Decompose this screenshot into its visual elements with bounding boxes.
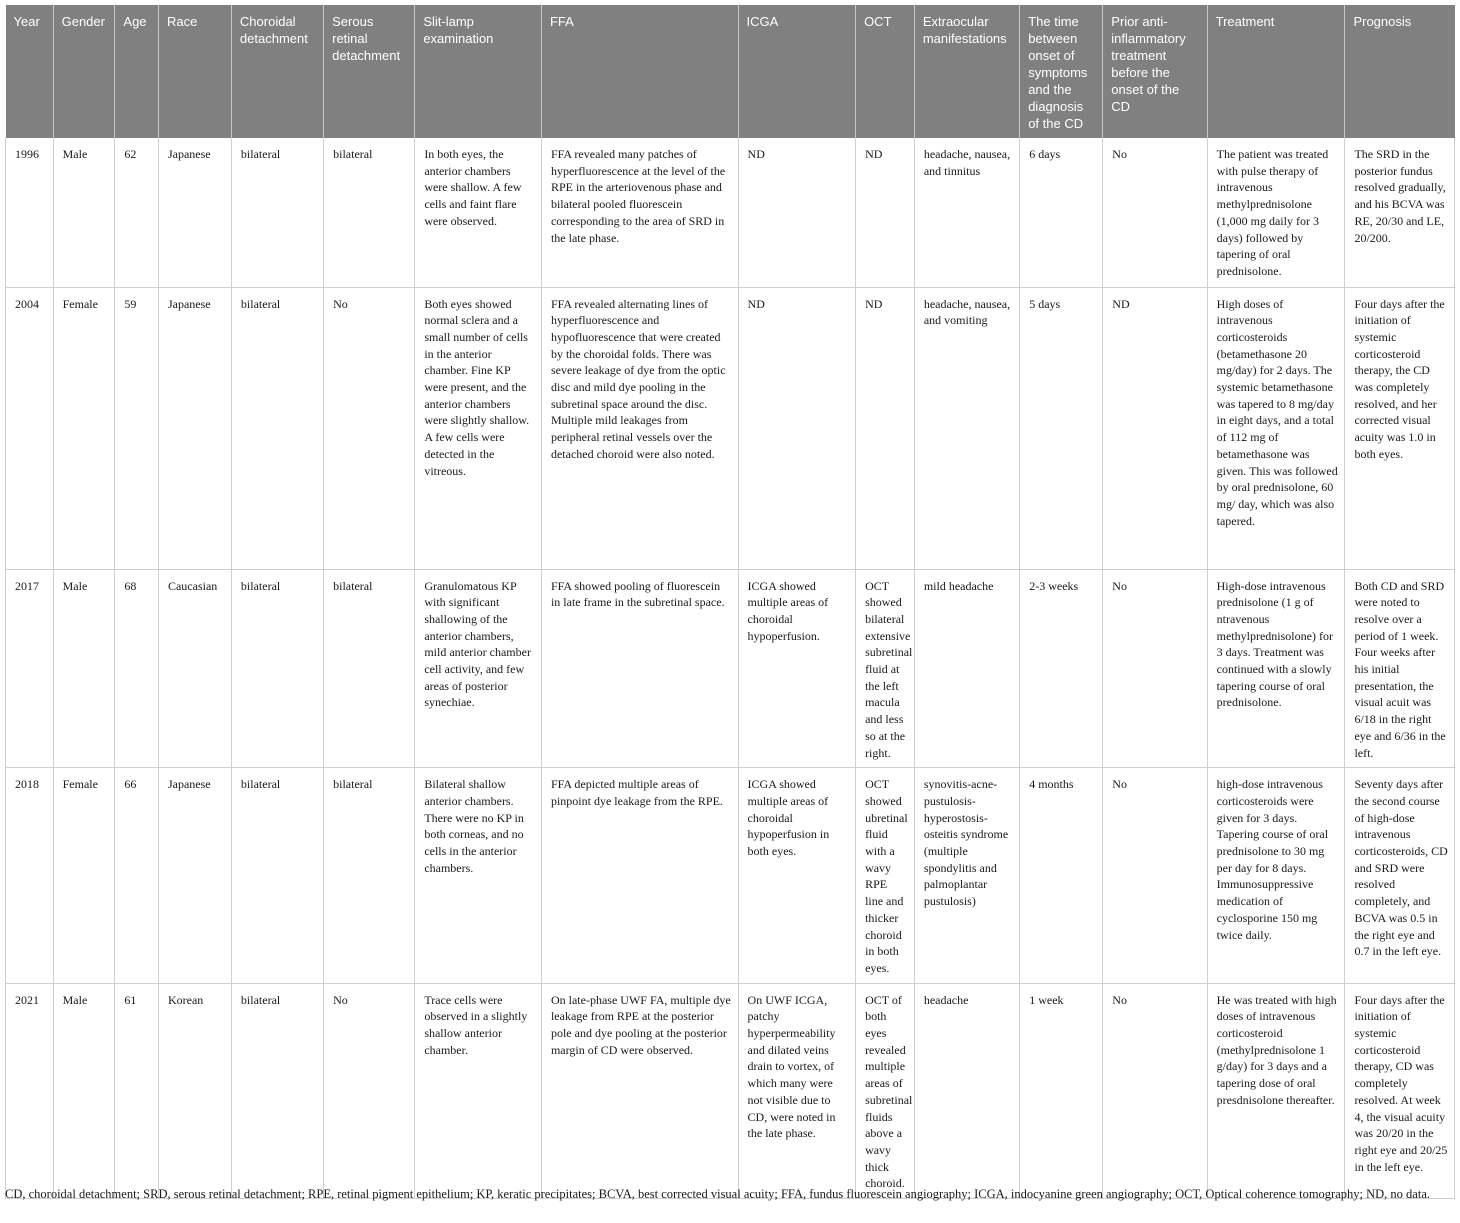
cell-prior-treatment: No [1103, 768, 1207, 983]
cell-age: 61 [115, 983, 159, 1198]
cell-year: 2017 [6, 569, 54, 768]
cell-prior-treatment: No [1103, 983, 1207, 1198]
cell-oct: ND [856, 287, 915, 569]
header-row [6, 5, 1455, 138]
column-header-prognosis: Prognosis [1345, 5, 1455, 138]
column-header-age: Age [115, 5, 159, 138]
cell-treatment: The patient was treated with pulse therapy of intravenous methylprednisolone (1,000 mg daily for 3 days) followed by tapering of oral prednisolone. [1207, 138, 1345, 287]
column-header-year: Year [6, 5, 54, 138]
column-header-gender: Gender [53, 5, 115, 138]
column-header-oct: OCT [856, 5, 915, 138]
table-container [5, 5, 1455, 1199]
column-header-extraocular: Extraocular manifestations [914, 5, 1019, 138]
cell-age: 68 [115, 569, 159, 768]
cell-icga: ICGA showed multiple areas of choroidal hypoperfusion in both eyes. [738, 768, 856, 983]
table-row [6, 768, 1455, 983]
cell-oct: OCT of both eyes revealed multiple areas of subretinal fluids above a wavy thick choroid. [856, 983, 915, 1198]
cell-extraocular: synovitis-acne-pustulosis-hyperostosis-osteitis syndrome (multiple spondylitis and palmoplantar pustulosis) [914, 768, 1019, 983]
table-row [6, 138, 1455, 287]
cell-extraocular: mild headache [914, 569, 1019, 768]
column-header-prior-treatment: Prior anti-inflammatory treatment before the onset of the CD [1103, 5, 1207, 138]
column-header-ffa: FFA [541, 5, 738, 138]
cell-prior-treatment: No [1103, 569, 1207, 768]
cell-ffa: FFA depicted multiple areas of pinpoint dye leakage from the RPE. [541, 768, 738, 983]
table-footnote: CD, choroidal detachment; SRD, serous retinal detachment; RPE, retinal pigment epithelium; KP, keratic precipitates; BCVA, best corrected visual acuity; FFA, fundus fluorescein angiography; ICGA, indocyanine green angiography; OCT, Optical coherence tomography; ND, no data. [5, 1187, 1430, 1201]
case-table [5, 5, 1455, 1199]
cell-gender: Male [53, 569, 115, 768]
cell-treatment: high-dose intravenous corticosteroids were given for 3 days. Tapering course of oral prednisolone to 30 mg per day for 8 days. Immunosuppressive medication of cyclosporine 150 mg twice daily. [1207, 768, 1345, 983]
cell-choroidal-detachment: bilateral [231, 138, 323, 287]
cell-serous-retinal-detachment: No [324, 287, 415, 569]
cell-time-to-diagnosis: 6 days [1020, 138, 1103, 287]
table-row [6, 287, 1455, 569]
cell-treatment: He was treated with high doses of intravenous corticosteroid (methylprednisolone 1 g/day) for 3 days and a tapering dose of oral presdnisolone thereafter. [1207, 983, 1345, 1198]
cell-year: 1996 [6, 138, 54, 287]
cell-serous-retinal-detachment: bilateral [324, 138, 415, 287]
cell-serous-retinal-detachment: bilateral [324, 768, 415, 983]
cell-time-to-diagnosis: 1 week [1020, 983, 1103, 1198]
column-header-time-to-diagnosis: The time between onset of symptoms and the diagnosis of the CD [1020, 5, 1103, 138]
cell-race: Japanese [158, 287, 231, 569]
cell-time-to-diagnosis: 2-3 weeks [1020, 569, 1103, 768]
cell-gender: Male [53, 138, 115, 287]
table-row [6, 983, 1455, 1198]
cell-oct: OCT showed bilateral extensive subretinal fluid at the left macula and less so at the right. [856, 569, 915, 768]
cell-icga: On UWF ICGA, patchy hyperpermeability and dilated veins drain to vortex, of which many were not visible due to CD, were noted in the late phase. [738, 983, 856, 1198]
cell-icga: ND [738, 138, 856, 287]
cell-year: 2018 [6, 768, 54, 983]
cell-year: 2004 [6, 287, 54, 569]
cell-icga: ICGA showed multiple areas of choroidal hypoperfusion. [738, 569, 856, 768]
cell-extraocular: headache, nausea, and tinnitus [914, 138, 1019, 287]
column-header-choroidal-detachment: Choroidal detachment [231, 5, 323, 138]
cell-race: Japanese [158, 138, 231, 287]
cell-ffa: FFA showed pooling of fluorescein in late frame in the subretinal space. [541, 569, 738, 768]
column-header-serous-retinal-detachment: Serous retinal detachment [324, 5, 415, 138]
cell-slit-lamp: Bilateral shallow anterior chambers. There were no KP in both corneas, and no cells in the anterior chambers. [415, 768, 542, 983]
column-header-slit-lamp: Slit-lamp examination [415, 5, 542, 138]
cell-gender: Female [53, 287, 115, 569]
cell-gender: Male [53, 983, 115, 1198]
cell-prognosis: Both CD and SRD were noted to resolve over a period of 1 week. Four weeks after his initial presentation, the visual acuit was 6/18 in the right eye and 6/36 in the left. [1345, 569, 1455, 768]
cell-prognosis: Four days after the initiation of systemic corticosteroid therapy, the CD was completely resolved, and her corrected visual acuity was 1.0 in both eyes. [1345, 287, 1455, 569]
cell-age: 62 [115, 138, 159, 287]
cell-race: Caucasian [158, 569, 231, 768]
cell-year: 2021 [6, 983, 54, 1198]
cell-slit-lamp: Both eyes showed normal sclera and a small number of cells in the anterior chamber. Fine KP were present, and the anterior chambers were slightly shallow. A few cells were detected in the vitreous. [415, 287, 542, 569]
cell-ffa: On late-phase UWF FA, multiple dye leakage from RPE at the posterior pole and dye pooling at the posterior margin of CD were observed. [541, 983, 738, 1198]
cell-choroidal-detachment: bilateral [231, 768, 323, 983]
cell-race: Korean [158, 983, 231, 1198]
cell-choroidal-detachment: bilateral [231, 569, 323, 768]
cell-oct: ND [856, 138, 915, 287]
cell-prognosis: Seventy days after the second course of high-dose intravenous corticosteroids, CD and SRD were resolved completely, and BCVA was 0.5 in the right eye and 0.7 in the left eye. [1345, 768, 1455, 983]
column-header-icga: ICGA [738, 5, 856, 138]
cell-slit-lamp: Trace cells were observed in a slightly shallow anterior chamber. [415, 983, 542, 1198]
cell-age: 66 [115, 768, 159, 983]
cell-extraocular: headache, nausea, and vomiting [914, 287, 1019, 569]
cell-serous-retinal-detachment: bilateral [324, 569, 415, 768]
cell-prognosis: Four days after the initiation of systemic corticosteroid therapy, CD was completely resolved. At week 4, the visual acuity was 20/20 in the right eye and 20/25 in the left eye. [1345, 983, 1455, 1198]
column-header-treatment: Treatment [1207, 5, 1345, 138]
cell-extraocular: headache [914, 983, 1019, 1198]
cell-oct: OCT showed ubretinal fluid with a wavy RPE line and thicker choroid in both eyes. [856, 768, 915, 983]
cell-prognosis: The SRD in the posterior fundus resolved gradually, and his BCVA was RE, 20/30 and LE, 20/200. [1345, 138, 1455, 287]
table-row [6, 569, 1455, 768]
cell-age: 59 [115, 287, 159, 569]
cell-ffa: FFA revealed alternating lines of hyperfluorescence and hypofluorescence that were created by the choroidal folds. There was severe leakage of dye from the optic disc and mild dye pooling in the subretinal space around the disc. Multiple mild leakages from peripheral retinal vessels over the detached choroid were also noted. [541, 287, 738, 569]
column-header-race: Race [158, 5, 231, 138]
cell-treatment: High doses of intravenous corticosteroids (betamethasone 20 mg/day) for 2 days. The systemic betamethasone was tapered to 8 mg/day in eight days, and a total of 112 mg of betamethasone was given. This was followed by oral prednisolone, 60 mg/ day, which was also tapered. [1207, 287, 1345, 569]
cell-prior-treatment: No [1103, 138, 1207, 287]
cell-time-to-diagnosis: 4 months [1020, 768, 1103, 983]
cell-slit-lamp: Granulomatous KP with significant shallowing of the anterior chambers, mild anterior chamber cell activity, and few areas of posterior synechiae. [415, 569, 542, 768]
cell-serous-retinal-detachment: No [324, 983, 415, 1198]
cell-race: Japanese [158, 768, 231, 983]
cell-prior-treatment: ND [1103, 287, 1207, 569]
cell-choroidal-detachment: bilateral [231, 983, 323, 1198]
cell-time-to-diagnosis: 5 days [1020, 287, 1103, 569]
cell-ffa: FFA revealed many patches of hyperfluorescence at the level of the RPE in the arteriovenous phase and bilateral pooled fluorescein corresponding to the area of SRD in the late phase. [541, 138, 738, 287]
cell-icga: ND [738, 287, 856, 569]
cell-slit-lamp: In both eyes, the anterior chambers were shallow. A few cells and faint flare were observed. [415, 138, 542, 287]
cell-treatment: High-dose intravenous prednisolone (1 g of ntravenous methylprednisolone) for 3 days. Treatment was continued with a slowly tapering course of oral prednisolone. [1207, 569, 1345, 768]
cell-gender: Female [53, 768, 115, 983]
cell-choroidal-detachment: bilateral [231, 287, 323, 569]
